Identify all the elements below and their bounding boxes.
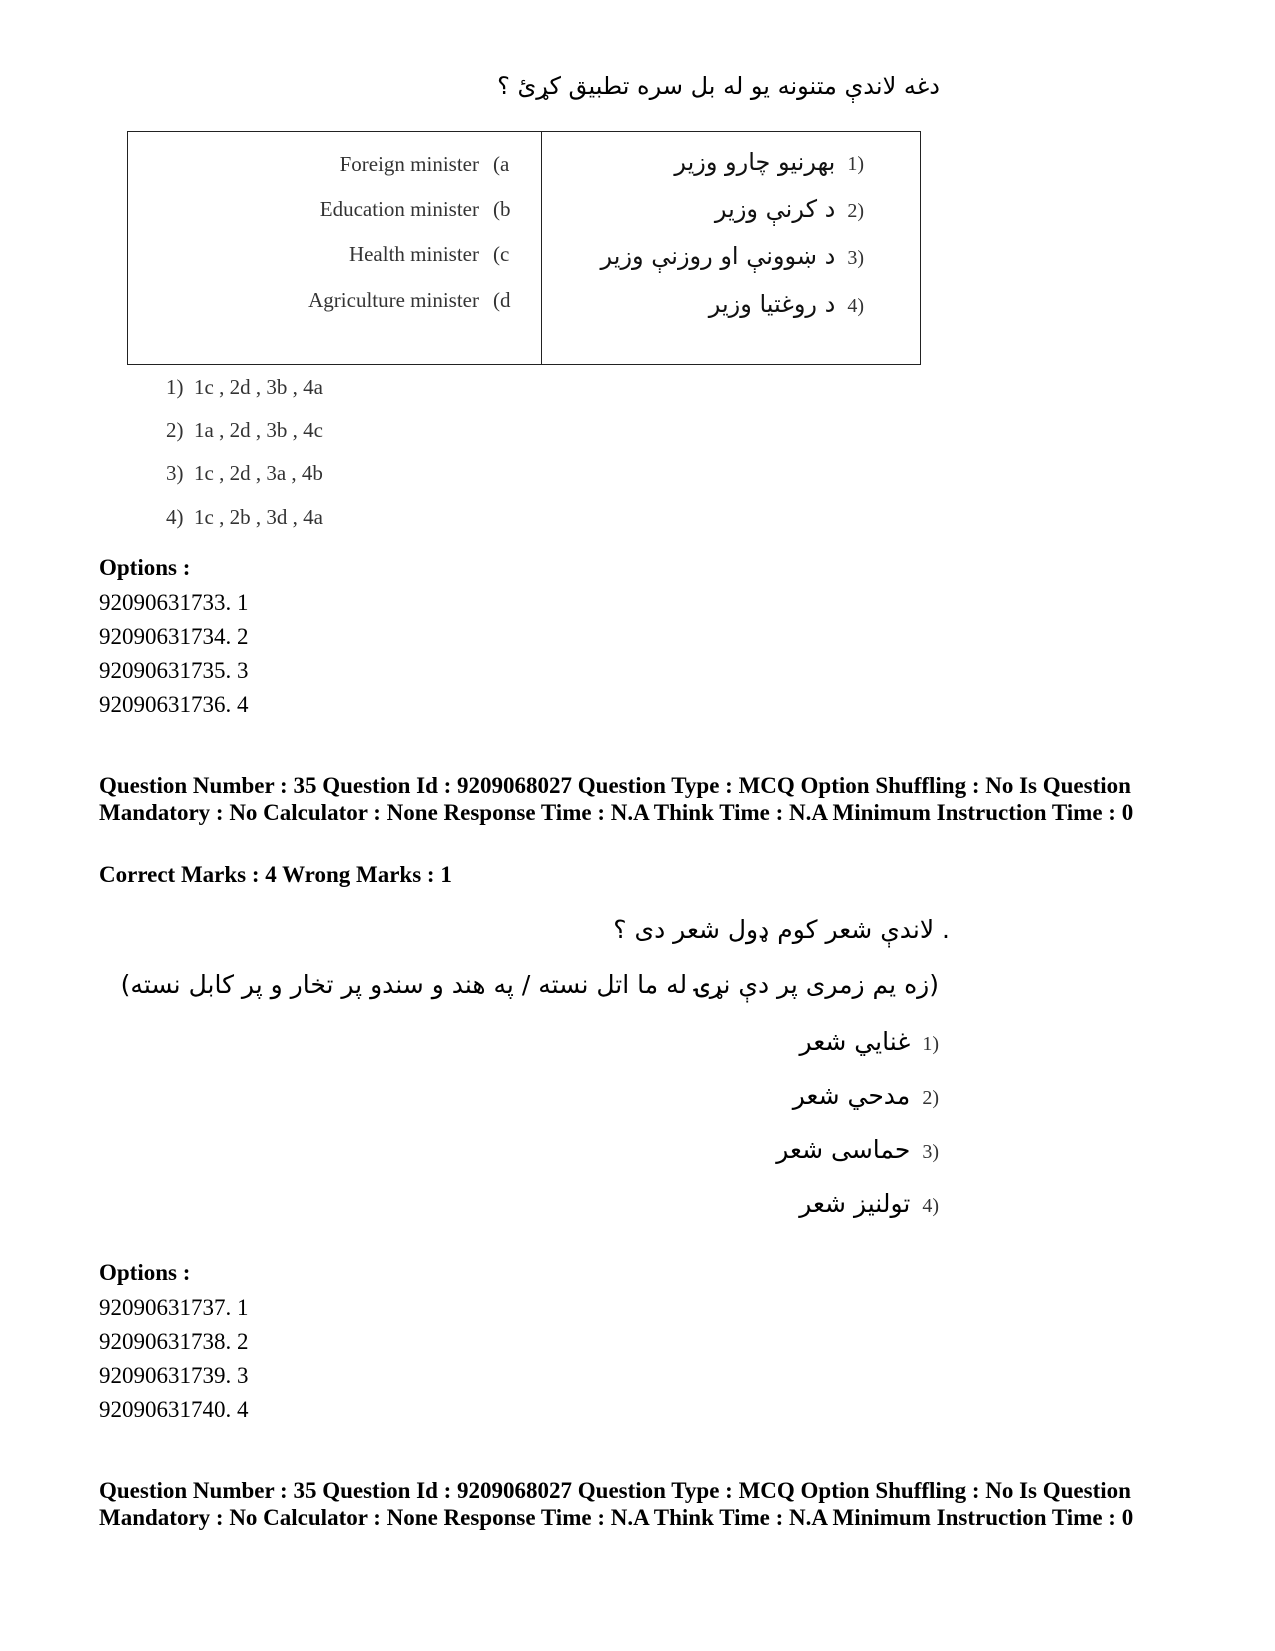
matching-left-column <box>128 132 542 364</box>
answer-choice-1: 1) 1c , 2d , 3b , 4a <box>166 375 323 399</box>
left-item-d: Agriculture minister (d <box>308 288 511 312</box>
q2-option-1: 92090631737. 1 <box>99 1295 249 1320</box>
q3-meta: Question Number : 35 Question Id : 9209068027 Question Type : MCQ Option Shuffling : No Is Question Mandatory : No Calculator : None Response Time : N.A Think Time : N.A Minimum Instruction Time : 0 <box>99 1478 1134 1530</box>
q1-option-1: 92090631733. 1 <box>99 590 249 615</box>
left-item-b: Education minister (b <box>319 197 511 221</box>
answer-choice-2: 2) 1a , 2d , 3b , 4c <box>166 418 323 442</box>
q2-choice-1: (1غنايي شعر <box>799 1027 939 1056</box>
q2-choice-2: (2مدحي شعر <box>792 1081 939 1110</box>
matching-right-column <box>542 132 920 364</box>
q1-option-4: 92090631736. 4 <box>99 692 249 717</box>
right-item-1: (1بهرنيو چارو وزير <box>674 148 864 176</box>
left-item-c: Health minister (c <box>348 242 510 266</box>
answer-choice-4: 4) 1c , 2b , 3d , 4a <box>166 505 323 529</box>
matching-table <box>127 131 921 365</box>
q1-option-3: 92090631735. 3 <box>99 658 249 683</box>
q2-prompt: . لاندې شعر کوم ډول شعر دی ؟ <box>613 915 950 944</box>
right-item-3: (3د ښوونې او روزنې وزير <box>600 242 864 270</box>
q2-choice-4: (4تولنيز شعر <box>799 1189 939 1218</box>
q1-option-2: 92090631734. 2 <box>99 624 249 649</box>
q2-options-label: Options : <box>99 1260 191 1285</box>
left-item-a: Foreign minister (a <box>339 152 510 176</box>
q2-meta: Question Number : 35 Question Id : 9209068027 Question Type : MCQ Option Shuffling : No Is Question Mandatory : No Calculator : None Response Time : N.A Think Time : N.A Minimum Instruction Time : 0 <box>99 773 1134 825</box>
q2-choice-3: (3حماسی شعر <box>776 1135 939 1164</box>
q2-marks: Correct Marks : 4 Wrong Marks : 1 <box>99 862 452 887</box>
answer-choice-3: 3) 1c , 2d , 3a , 4b <box>166 461 323 485</box>
right-item-2: (2د کرنې وزير <box>714 195 864 223</box>
q2-verse: (زه یم زمری پر دې نړۍ له ما اتل نسته / په هند و سندو پر تخار و پر کابل نسته) <box>120 970 939 999</box>
q2-option-3: 92090631739. 3 <box>99 1363 249 1388</box>
q1-instruction: دغه لاندې متنونه یو له بل سره تطبیق کړئ ؟ <box>497 72 940 100</box>
right-item-4: (4د روغتيا وزير <box>708 290 864 318</box>
q1-options-label: Options : <box>99 555 191 580</box>
q2-option-2: 92090631738. 2 <box>99 1329 249 1354</box>
q2-option-4: 92090631740. 4 <box>99 1397 249 1422</box>
